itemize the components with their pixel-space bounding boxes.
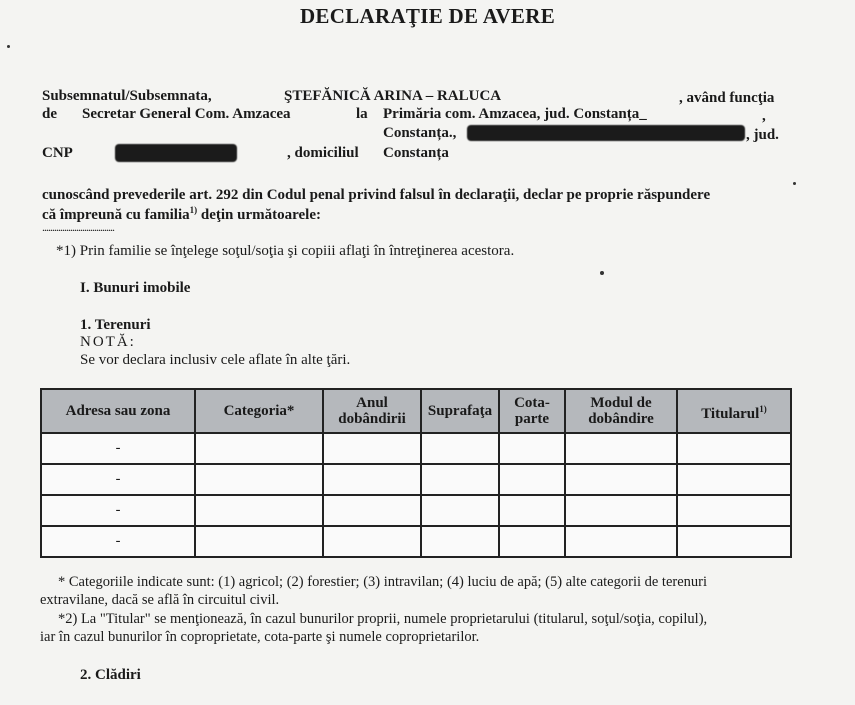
institution-value: Primăria com. Amzacea, jud. Constanța_: [383, 106, 647, 122]
section-bunuri-imobile: I. Bunuri imobile: [80, 280, 191, 296]
col-titularul: Titularul$^{1)}$: [677, 389, 791, 433]
table-cell: -: [41, 495, 195, 526]
scan-speck: [7, 45, 10, 48]
label-de: de: [42, 106, 57, 122]
col-anul: Anul dobândirii: [323, 389, 421, 433]
terenuri-table: [40, 388, 792, 558]
nota-label: NOTĂ:: [80, 334, 136, 350]
table-row: [41, 464, 791, 495]
table-row: [41, 495, 791, 526]
col-adresa: Adresa sau zona: [41, 389, 195, 433]
label-jud: , jud.: [746, 127, 779, 143]
section-cladiri: 2. Clădiri: [80, 667, 141, 683]
col-suprafata: Suprafaţa: [421, 389, 499, 433]
declaration-line-1: cunoscând prevederile art. 292 din Codul penal privind falsul în declaraţii, declar pe proprie răspundere: [42, 187, 711, 203]
footnote-categories-1: * Categoriile indicate sunt: (1) agricol; (2) forestier; (3) intravilan; (4) luciu de apă; (5) alte categorii de terenuri: [58, 574, 708, 590]
table-row: [41, 433, 791, 464]
table-row: [41, 526, 791, 557]
footnote-titular-1: *2) La "Titular" se menţionează, în cazul bunurilor proprii, numele proprietarului (titularul, soţul/soţia, copilul),: [58, 611, 708, 627]
col-modul: Modul de dobândire: [565, 389, 677, 433]
function-value: Secretar General Com. Amzacea: [82, 106, 291, 122]
footnote-categories-2: extravilane, dacă se află în circuitul civil.: [40, 592, 280, 608]
table-cell: -: [41, 526, 195, 557]
declarant-name: ŞTEFĂNICĂ ARINA – RALUCA: [284, 88, 502, 104]
dotted-line: ....................................: [42, 220, 114, 234]
label-domiciliul: , domiciliul: [287, 145, 359, 161]
nota-text: Se vor declara inclusiv cele aflate în alte ţări.: [80, 352, 351, 368]
table-cell: -: [41, 464, 195, 495]
declaration-line-2: că împreună cu familia$^{1)}$ deţin următoarele:: [42, 205, 322, 223]
col-categoria: Categoria*: [195, 389, 323, 433]
comma: ,: [762, 108, 766, 124]
label-cnp: CNP: [42, 145, 73, 161]
institution-value-2: Constanța.,: [383, 125, 457, 141]
domicile-value: Constanța: [383, 145, 449, 161]
footnote-titular-2: iar în cazul bunurilor în coproprietate, cota-parte şi numele coproprietarilor.: [40, 629, 480, 645]
footnote-family: *1) Prin familie se înţelege soţul/soţia şi copiii aflaţi în întreţinerea acestora.: [56, 243, 515, 259]
table-cell: -: [41, 433, 195, 464]
label-avand-functia: , având funcţia: [679, 90, 775, 106]
redacted-address: [467, 125, 745, 141]
subsection-terenuri: 1. Terenuri: [80, 317, 151, 333]
document-title: DECLARAŢIE DE AVERE: [299, 4, 556, 28]
scan-speck: [600, 271, 604, 275]
col-cota: Cota- parte: [499, 389, 565, 433]
redacted-cnp: [115, 144, 237, 162]
label-la: la: [356, 106, 368, 122]
scan-speck: [793, 182, 796, 185]
label-subsemnatul: Subsemnatul/Subsemnata,: [42, 88, 212, 104]
